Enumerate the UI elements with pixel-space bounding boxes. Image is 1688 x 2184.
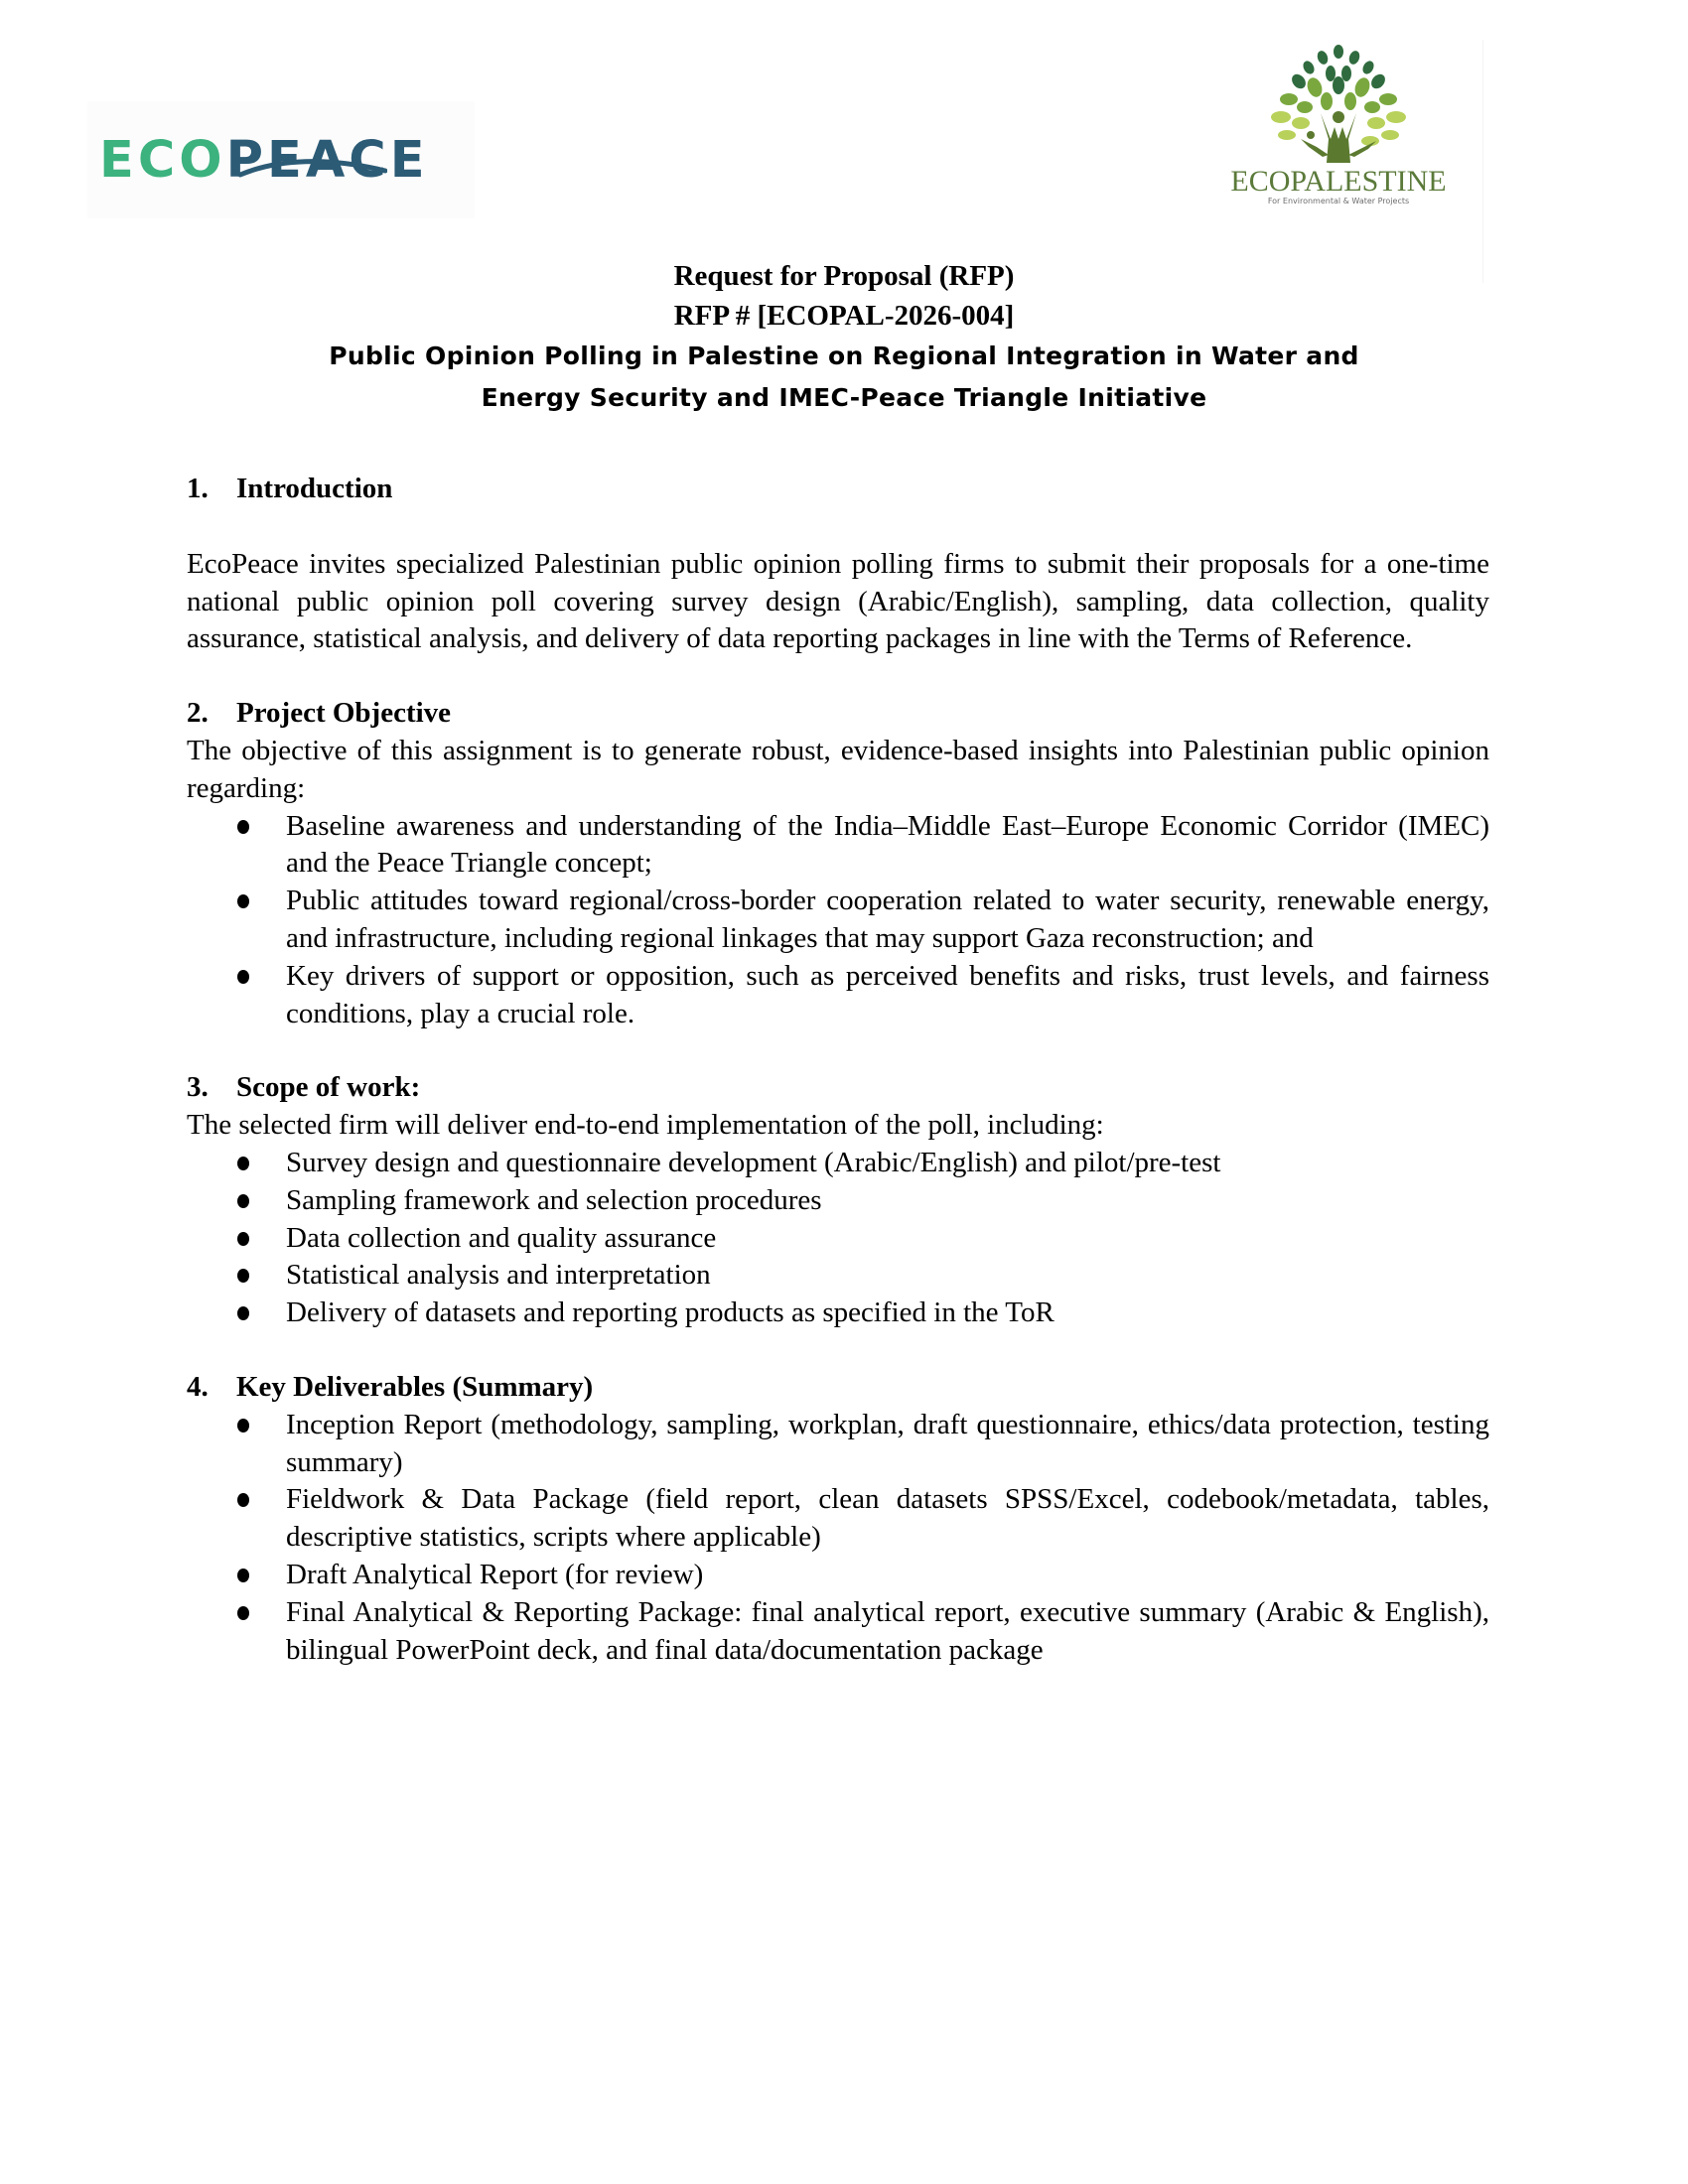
section-paragraph: EcoPeace invites specialized Palestinian public opinion polling firms to submit their proposals for a one-time national public opinion poll covering survey design (Arabic/English), sampling, data collection, quality assurance, statistical analysis, and delivery of data reporting packages in line with the Terms of Reference. [187, 547, 1489, 655]
section-heading [187, 1369, 1489, 1407]
section-project-objective [187, 695, 1489, 1032]
section-number: 4. [187, 1370, 209, 1403]
section-title: Scope of work: [236, 1071, 421, 1104]
list-item: Delivery of datasets and reporting products as specified in the ToR [187, 1295, 1489, 1332]
section-heading [187, 471, 1489, 508]
objective-list [187, 808, 1489, 1033]
bullet-icon [237, 1306, 249, 1320]
section-paragraph: The selected firm will deliver end-to-end implementation of the poll, including: [187, 1109, 1104, 1142]
section-paragraph: The objective of this assignment is to generate robust, evidence-based insights into Palestinian public opinion regarding: [187, 734, 1489, 804]
list-item: Data collection and quality assurance [187, 1220, 1489, 1258]
list-item: Survey design and questionnaire development (Arabic/English) and pilot/pre-test [187, 1145, 1489, 1182]
document-subtitle-line-2: Energy Security and IMEC-Peace Triangle Initiative [481, 383, 1207, 412]
document-subtitle-line-1: Public Opinion Polling in Palestine on Regional Integration in Water and [329, 341, 1359, 370]
bullet-icon [237, 1569, 249, 1582]
logo-eco-text: ECO [99, 130, 226, 190]
document-body [187, 471, 1489, 1669]
bullet-icon [237, 1606, 249, 1620]
section-heading [187, 695, 1489, 733]
section-title: Project Objective [236, 697, 452, 730]
bullet-icon [237, 1232, 249, 1246]
list-item: Fieldwork & Data Package (field report, clean datasets SPSS/Excel, codebook/metadata, tables, descriptive statistics, scripts where applicable) [187, 1481, 1489, 1557]
logo-border-artifact [1482, 40, 1483, 283]
list-item: Inception Report (methodology, sampling, workplan, draft questionnaire, ethics/data protection, testing summary) [187, 1407, 1489, 1482]
bullet-icon [237, 1157, 249, 1170]
list-item: Final Analytical & Reporting Package: final analytical report, executive summary (Arabic & English), bilingual PowerPoint deck, and final data/documentation package [187, 1594, 1489, 1670]
logo-peace-text: PEACE [225, 130, 429, 190]
bullet-icon [237, 1269, 249, 1283]
section-key-deliverables [187, 1369, 1489, 1669]
ecopeace-logo [87, 101, 475, 218]
list-item: Key drivers of support or opposition, such as perceived benefits and risks, trust levels, and fairness conditions, play a crucial role. [187, 958, 1489, 1033]
ecopalestine-name: ECOPALESTINE [1230, 165, 1447, 198]
section-title: Key Deliverables (Summary) [236, 1370, 594, 1403]
list-item: Draft Analytical Report (for review) [187, 1557, 1489, 1594]
section-number: 2. [187, 697, 209, 730]
document-title: Request for Proposal (RFP) [673, 260, 1015, 292]
bullet-icon [237, 820, 249, 834]
section-scope-of-work [187, 1069, 1489, 1332]
section-number: 1. [187, 473, 209, 504]
deliverables-list [187, 1407, 1489, 1670]
tree-people-icon [1251, 44, 1426, 171]
ecopalestine-tagline: For Environmental & Water Projects [1267, 197, 1410, 205]
section-heading [187, 1069, 1489, 1107]
ecopeace-wordmark [99, 130, 429, 190]
list-item: Baseline awareness and understanding of the India–Middle East–Europe Economic Corridor (IMEC) and the Peace Triangle concept; [187, 808, 1489, 884]
bullet-icon [237, 1194, 249, 1208]
section-number: 3. [187, 1071, 209, 1104]
section-title: Introduction [236, 473, 393, 504]
list-item: Public attitudes toward regional/cross-border cooperation related to water security, renewable energy, and infrastructure, including regional linkages that may support Gaza reconstruction; and [187, 883, 1489, 958]
bullet-icon [237, 1419, 249, 1433]
rfp-number: RFP # [ECOPAL-2026-004] [673, 300, 1015, 332]
ecopalestine-logo [1201, 44, 1476, 214]
section-introduction [187, 471, 1489, 658]
list-item: Statistical analysis and interpretation [187, 1257, 1489, 1295]
bullet-icon [237, 894, 249, 908]
wave-swoosh-icon [238, 155, 387, 179]
scope-list [187, 1145, 1489, 1332]
bullet-icon [237, 1493, 249, 1507]
document-title-block [0, 256, 1688, 419]
list-item: Sampling framework and selection procedures [187, 1182, 1489, 1220]
bullet-icon [237, 970, 249, 984]
